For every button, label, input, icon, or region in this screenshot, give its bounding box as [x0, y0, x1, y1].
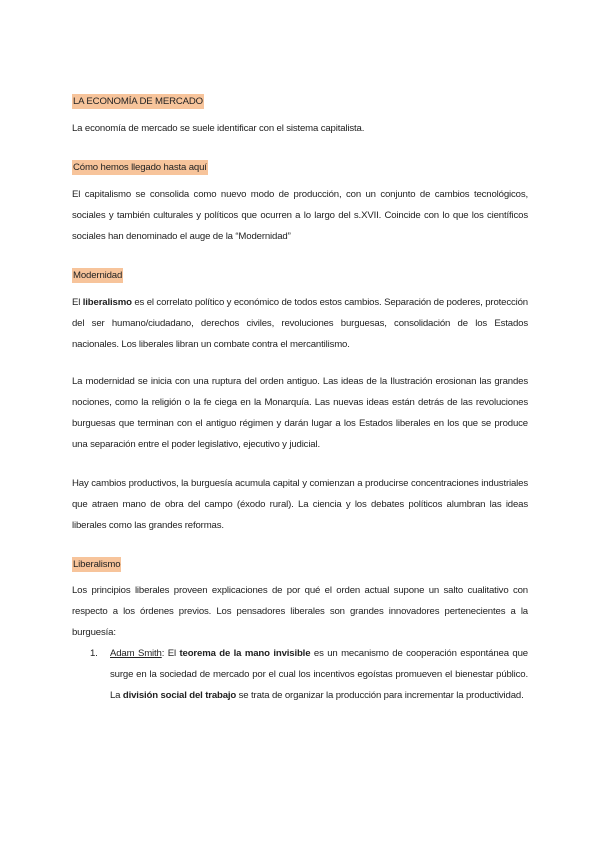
text-run: El	[72, 297, 83, 308]
thinkers-list	[72, 643, 528, 706]
text-run: es el correlato político y económico de todos estos cambios. Separación de poderes, protección del ser humano/ciudadano, derechos civiles, revoluciones burguesas, consolidación de los Estados nacionales. Los liberales libran un combate contra el mercantilismo.	[72, 297, 528, 350]
text-run: : El	[161, 648, 180, 659]
document-title: LA ECONOMÍA DE MERCADO	[73, 96, 203, 107]
bold-term-liberalismo: liberalismo	[82, 297, 132, 308]
intro-paragraph: La economía de mercado se suele identificar con el sistema capitalista.	[72, 123, 365, 134]
text-run: se trata de organizar la producción para incrementar la productividad.	[236, 690, 524, 701]
bold-term-division-trabajo: división social del trabajo	[122, 690, 237, 701]
list-number: 1.	[90, 648, 98, 659]
bold-term-mano-invisible: teorema de la mano invisible	[179, 648, 311, 659]
modernity-paragraph-3: Hay cambios productivos, la burguesía acumula capital y comienzan a producirse concentraciones industriales que atraen mano de obra del campo (éxodo rural). La ciencia y los debates políticos alumbran las ideas liberales como las grandes reformas.	[72, 478, 528, 531]
text-run: es un mecanismo de cooperación espontánea que surge en la sociedad de mercado por el cual los incentivos egoístas promueven el bienestar público. La	[110, 648, 528, 701]
section-heading-liberalism: Liberalismo	[73, 559, 121, 570]
section-heading-origin: Cómo hemos llegado hasta aquí	[73, 162, 207, 173]
section-heading-modernity: Modernidad	[73, 270, 123, 281]
modernity-paragraph-2: La modernidad se inicia con una ruptura del orden antiguo. Las ideas de la Ilustración erosionan las grandes nociones, como la religión o la fe ciega en la Monarquía. Las nuevas ideas están detrás de las revoluciones burguesas que terminan con el antiguo régimen y darán lugar a los Estados liberales en los que se produce una separación entre el poder legislativo, ejecutivo y judicial.	[72, 376, 528, 450]
origin-paragraph: El capitalismo se consolida como nuevo modo de producción, con un conjunto de cambios tecnológicos, sociales y también culturales y políticos que ocurren a lo largo del s.XVII. Coincide con lo que los científicos sociales han denominado el auge de la “Modernidad”	[72, 189, 528, 242]
modernity-paragraph-1	[72, 292, 528, 355]
liberalism-paragraph: Los principios liberales proveen explicaciones de por qué el orden actual supone un salto cualitativo con respecto a los órdenes previos. Los pensadores liberales son grandes innovadores pertenecientes a la burguesía:	[72, 585, 528, 638]
thinker-name: Adam Smith	[110, 648, 162, 659]
list-item	[72, 643, 528, 706]
